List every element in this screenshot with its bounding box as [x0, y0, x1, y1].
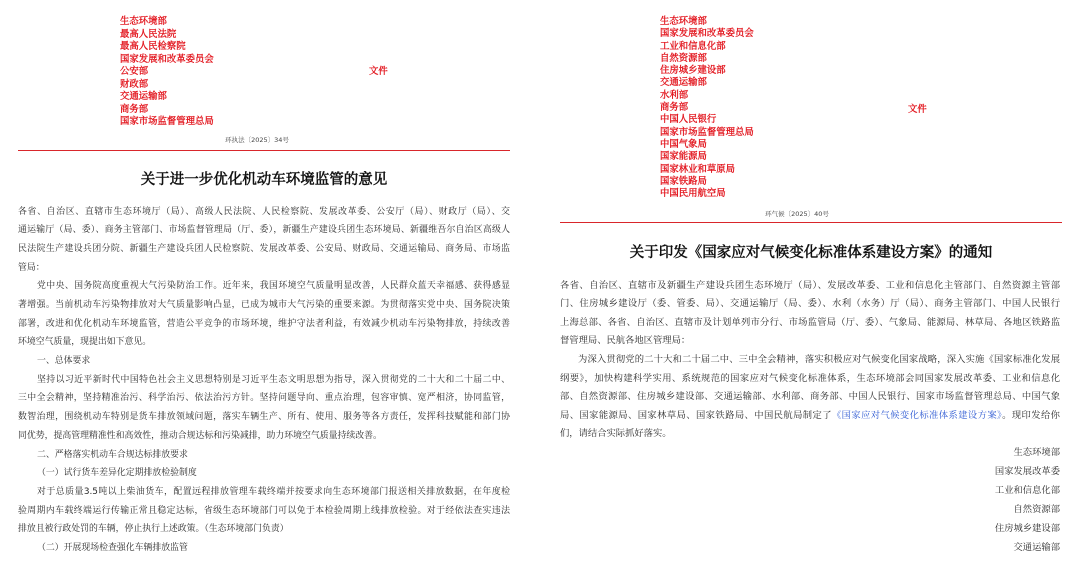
issuer-name: 国家市场监督管理总局 [660, 126, 754, 138]
issuer-name: 商务部 [120, 103, 149, 115]
document-label: 文件 [369, 66, 388, 77]
issuer-name: 国家发展和改革委员会 [660, 28, 754, 40]
paragraph-text: 局、国家能源局、国家林草局、国家铁路局、中国民航局制定了 [560, 409, 832, 421]
issuer-name: 国家能源局 [660, 151, 707, 163]
section-heading: 一、总体要求 [37, 356, 91, 367]
document-title: 关于进一步优化机动车环境监管的意见 [140, 172, 388, 188]
issuer-name: 国家林业和草原局 [660, 163, 736, 175]
red-divider [18, 150, 510, 151]
subsection-heading: （一）试行货车差异化定期排放检验制度 [37, 468, 197, 479]
issuer-name: 自然资源部 [660, 52, 707, 64]
paragraph-line: 部署，改进和优化机动车环境监管，营造公平竞争的市场环境，维护守法者利益，有效减少机动车污染物排放，持续改善 [18, 318, 510, 329]
issuer-name: 水利部 [660, 89, 689, 101]
addressee-line: 上海总部、各省、自治区、直辖市及计划单列市分行、市场监管局（厅、委）、气象局、能源局、林草局、各地区铁路监 [560, 316, 1060, 328]
issuer-name: 国家发展和改革委员会 [120, 53, 214, 65]
paragraph-line: 数智治理，围绕机动车特别是货车排放领域问题，落实车辆生产、所有、使用、服务等各方责任，发挥科技赋能和部门协 [18, 412, 510, 423]
paragraph-line: 著增强。当前机动车污染物排放对大气质量影响凸显，已成为城市大气污染的重要来源。为贯彻落实党中央、国务院决策 [18, 300, 510, 311]
paragraph-line: 验周期内车载终端运行传输正常且稳定达标，省级生态环境部门可以免于本检验周期上线排放检验。对于经依法查实违法 [18, 505, 510, 516]
addressee-line: 民法院生产建设兵团分院、新疆生产建设兵团人民检察院、发展改革委、公安局、财政局、交通运输局、商务局、市场监 [18, 243, 510, 254]
document-number: 环气候〔2025〕40号 [765, 210, 829, 218]
paragraph-line: 环境空气质量，现提出如下意见。 [18, 337, 152, 348]
issuer-name: 生态环境部 [660, 16, 707, 27]
issuer-name: 公安部 [120, 66, 149, 77]
paragraph-line: 部、自然资源部、住房城乡建设部、交通运输部、水利部、商务部、中国人民银行、国家市场监督管理总局、中国气象 [560, 391, 1060, 403]
issuer-name: 最高人民法院 [120, 28, 177, 40]
issuer-name: 交通运输部 [660, 77, 707, 89]
paragraph-line: 坚持以习近平新时代中国特色社会主义思想特别是习近平生态文明思想为指导，深入贯彻党的二十大和二十届二中、 [37, 374, 510, 385]
issuer-name: 住房城乡建设部 [660, 65, 726, 77]
addressee-line: 各省、自治区、直辖市生态环境厅（局）、高级人民法院、人民检察院、发展改革委、公安厅（局）、财政厅（局）、交 [18, 206, 510, 217]
signature-line: 生态环境部 [1013, 447, 1060, 458]
paragraph-line: 们，请结合实际抓好落实。 [560, 428, 672, 440]
addressee-line: 门、住房城乡建设厅（委、管委、局）、交通运输厅（局、委）、水利（水务）厅（局）、商务主管部门、中国人民银行 [560, 298, 1060, 310]
issuer-name: 交通运输部 [120, 91, 167, 102]
issuer-name: 商务部 [660, 102, 689, 114]
right-document [540, 0, 1080, 562]
paragraph-line: 三中全会精神，坚持精准治污、科学治污、依法治污方针。坚持问题导向、重点治理，包容审慎、宽严相济，协同监管， [18, 393, 510, 404]
paragraph-line: 党中央、国务院高度重视大气污染防治工作。近年来，我国环境空气质量明显改善，人民群众蓝天幸福感、获得感显 [37, 281, 510, 292]
paragraph-line: 排放且被行政处罚的车辆，停止执行上述政策。（生态环境部门负责） [18, 524, 289, 535]
issuer-name: 国家铁路局 [660, 175, 707, 187]
red-divider [560, 222, 1062, 223]
addressee-line: 督管理局、民航各地区管理局： [560, 335, 691, 347]
document-title: 关于印发《国家应对气候变化标准体系建设方案》的通知 [629, 245, 993, 261]
issuer-list [660, 16, 754, 200]
document-body [560, 277, 1060, 444]
issuer-name: 生态环境部 [120, 16, 167, 27]
section-heading: 二、严格落实机动车合规达标排放要求 [37, 449, 188, 460]
paragraph-text: 。现印发给你 [1002, 409, 1060, 421]
signature-line: 交通运输部 [1013, 542, 1060, 554]
issuer-name: 中国人民银行 [660, 114, 717, 126]
signature-block [900, 443, 1060, 558]
standard-plan-link[interactable]: 《国家应对气候变化标准体系建设方案》 [831, 409, 1003, 421]
signature-line: 住房城乡建设部 [994, 523, 1060, 535]
document-number: 环执法〔2025〕34号 [225, 136, 289, 144]
paragraph-line: 为深入贯彻党的二十大和二十届二中、三中全会精神，落实积极应对气候变化国家战略，深入实施《国家标准化发展 [578, 354, 1060, 366]
issuer-list [120, 16, 214, 129]
issuer-name: 最高人民检察院 [120, 41, 186, 52]
signature-line: 自然资源部 [1013, 504, 1060, 516]
addressee-line: 各省、自治区、直辖市及新疆生产建设兵团生态环境厅（局）、发展改革委、工业和信息化主管部门、自然资源主管部 [560, 279, 1060, 291]
paragraph-line: 纲要》，加快构建科学实用、系统规范的国家应对气候变化标准体系，生态环境部会同国家发展改革委、工业和信息化 [560, 372, 1060, 384]
signature-line: 工业和信息化部 [994, 485, 1060, 497]
addressee-line: 管局： [18, 262, 45, 273]
document-body [18, 203, 510, 558]
addressee-line: 通运输厅（局、委）、商务主管部门、市场监督管理局（厅、委），新疆生产建设兵团生态环境局、新疆维吾尔自治区高级人 [18, 225, 510, 236]
paragraph-line: 同优势，提高管理精准性和高效性，推动合规达标和污染减排，助力环境空气质量持续改善。 [18, 430, 382, 441]
issuer-name: 中国气象局 [660, 138, 707, 150]
subsection-heading: （二）开展现场检查强化车辆排放监管 [37, 542, 188, 553]
document-label: 文件 [908, 104, 927, 115]
issuer-name: 工业和信息化部 [660, 40, 726, 52]
issuer-name: 国家市场监督管理总局 [120, 116, 214, 127]
paragraph-line: 对于总质量3.5吨以上柴油货车，配置远程排放管理车载终端并按要求向生态环境部门报送相关排放数据，在年度检 [37, 486, 510, 497]
issuer-name: 财政部 [120, 78, 149, 90]
signature-line: 国家发展改革委 [994, 466, 1060, 478]
paragraph-line [560, 407, 1060, 426]
issuer-name: 中国民用航空局 [660, 188, 726, 200]
